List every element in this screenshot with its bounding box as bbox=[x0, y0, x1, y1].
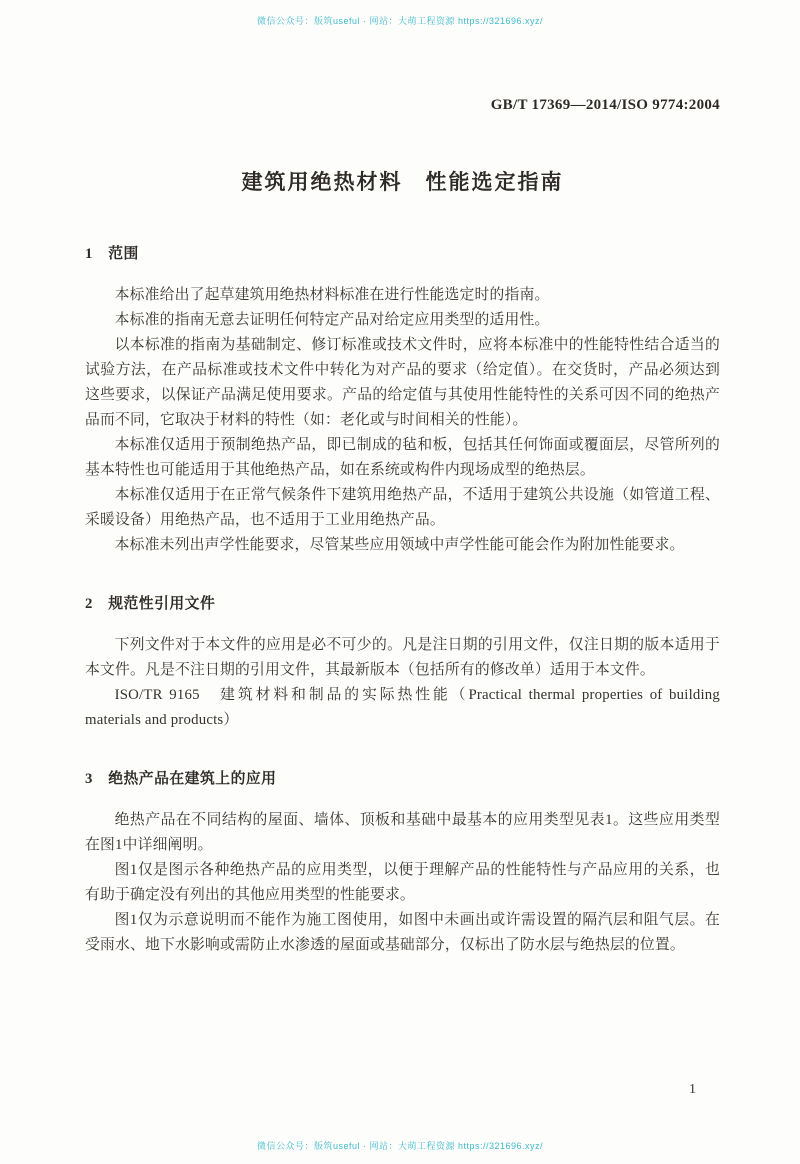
paragraph: 图1仅为示意说明而不能作为施工图使用，如图中未画出或许需设置的隔汽层和阻气层。在受雨水、地下水影响或需防止水渗透的屋面或基础部分，仅标出了防水层与绝热层的位置。 bbox=[85, 912, 720, 953]
paragraph: 图1仅是图示各种绝热产品的应用类型，以便于理解产品的性能特性与产品应用的关系，也有助于确定没有列出的其他应用类型的性能要求。 bbox=[85, 862, 720, 903]
paragraph: 本标准给出了起草建筑用绝热材料标准在进行性能选定时的指南。 bbox=[114, 287, 550, 303]
paragraph: 本标准仅适用于预制绝热产品，即已制成的毡和板，包括其任何饰面或覆面层，尽管所列的基本特性也可能适用于其他绝热产品，如在系统或构件内现场成型的绝热层。 bbox=[85, 437, 720, 478]
section-heading-applications: 3 绝热产品在建筑上的应用 bbox=[85, 771, 277, 787]
paragraph-reference: ISO/TR 9165 建筑材料和制品的实际热性能（Practical thermal properties of building materials and products） bbox=[85, 687, 720, 728]
doc-number: GB/T 17369—2014/ISO 9774:2004 bbox=[490, 97, 720, 113]
page-number: 1 bbox=[689, 1082, 696, 1097]
paragraph: 下列文件对于本文件的应用是必不可少的。凡是注日期的引用文件，仅注日期的版本适用于本文件。凡是不注日期的引用文件，其最新版本（包括所有的修改单）适用于本文件。 bbox=[85, 637, 720, 678]
paragraph: 本标准的指南无意去证明任何特定产品对给定应用类型的适用性。 bbox=[114, 312, 550, 328]
section-heading-scope: 1 范围 bbox=[85, 246, 139, 262]
page-title: 建筑用绝热材料 性能选定指南 bbox=[241, 170, 564, 194]
paragraph: 本标准仅适用于在正常气候条件下建筑用绝热产品，不适用于建筑公共设施（如管道工程、采暖设备）用绝热产品，也不适用于工业用绝热产品。 bbox=[85, 487, 720, 528]
watermark-top: 微信公众号：版筑useful · 网站：大萌工程资源 https://321696.xyz/ bbox=[256, 16, 544, 26]
section-applications bbox=[85, 767, 720, 958]
document-content bbox=[85, 0, 720, 958]
paragraph: 以本标准的指南为基础制定、修订标准或技术文件时，应将本标准中的性能特性结合适当的试验方法，在产品标准或技术文件中转化为对产品的要求（给定值）。在交货时，产品必须达到这些要求，以保证产品满足使用要求。产品的给定值与其使用性能特性的关系可因不同的绝热产品而不同，它取决于材料的特性（如：老化或与时间相关的性能）。 bbox=[85, 337, 720, 428]
section-scope bbox=[85, 242, 720, 558]
paragraph: 绝热产品在不同结构的屋面、墙体、顶板和基础中最基本的应用类型见表1。这些应用类型在图1中详细阐明。 bbox=[85, 812, 720, 853]
paragraph: 本标准未列出声学性能要求，尽管某些应用领域中声学性能可能会作为附加性能要求。 bbox=[114, 537, 685, 553]
section-normative-references bbox=[85, 592, 720, 733]
section-heading-normative-references: 2 规范性引用文件 bbox=[85, 596, 216, 612]
watermark-bottom: 微信公众号：版筑useful · 网站：大萌工程资源 https://321696.xyz/ bbox=[256, 1141, 544, 1151]
